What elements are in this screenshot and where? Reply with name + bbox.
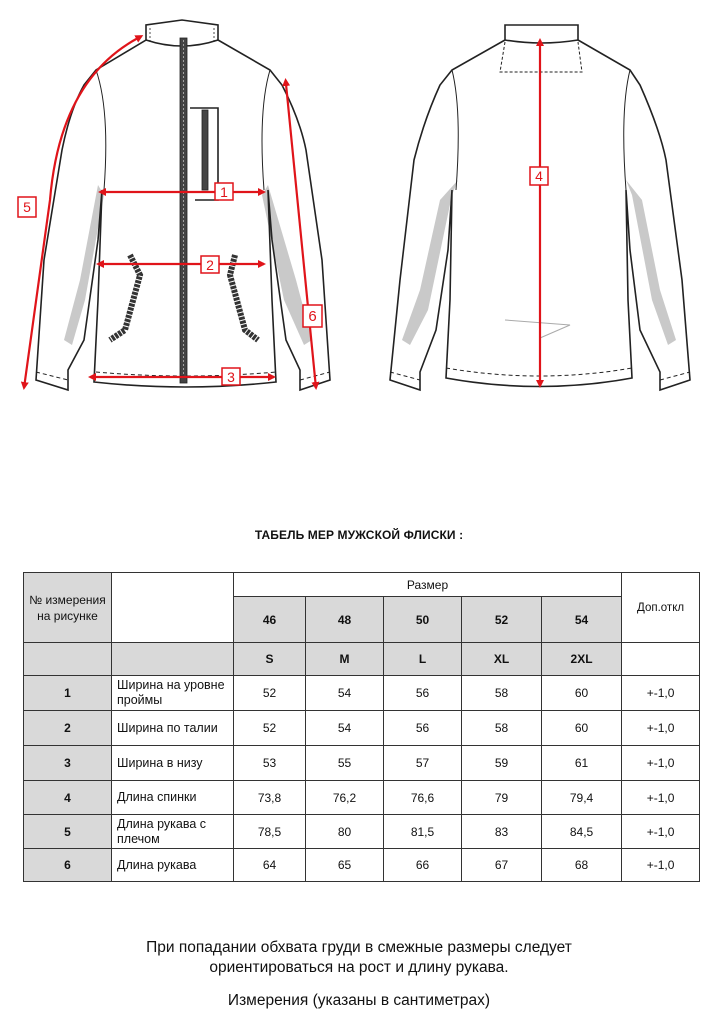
header-row-sizes-letter — [24, 643, 700, 676]
header-row-1 — [24, 573, 700, 597]
row-value: 76,2 — [306, 781, 384, 815]
header-size-label: Размер — [234, 573, 622, 597]
row-description: Длина рукава — [112, 849, 234, 882]
row-value: 65 — [306, 849, 384, 882]
fit-note-line-1: При попадании обхвата груди в смежные размеры следует — [146, 939, 572, 956]
row-value: 83 — [462, 815, 542, 849]
row-value: 84,5 — [542, 815, 622, 849]
header-tolerance: Доп.откл — [622, 573, 700, 643]
row-value: 61 — [542, 746, 622, 781]
row-number: 4 — [24, 781, 112, 815]
row-description: Ширина на уровне проймы — [112, 676, 234, 711]
row-value: 52 — [234, 676, 306, 711]
row-value: 60 — [542, 676, 622, 711]
row-value: 68 — [542, 849, 622, 882]
row-value: 67 — [462, 849, 542, 882]
row-value: 54 — [306, 711, 384, 746]
row-description: Ширина в низу — [112, 746, 234, 781]
fit-note — [0, 938, 718, 978]
callout-1-label: 1 — [220, 184, 228, 200]
row-tolerance: +-1,0 — [622, 746, 700, 781]
header-blank-cell — [112, 643, 234, 676]
row-value: 80 — [306, 815, 384, 849]
callout-2-label: 2 — [206, 257, 214, 273]
row-value: 73,8 — [234, 781, 306, 815]
header-description-blank — [112, 573, 234, 643]
table-row — [24, 781, 700, 815]
right-hand-pocket — [230, 255, 258, 340]
header-size-numeric: 48 — [306, 597, 384, 643]
row-tolerance: +-1,0 — [622, 781, 700, 815]
table-row — [24, 711, 700, 746]
row-value: 81,5 — [384, 815, 462, 849]
callout-3 — [222, 368, 240, 385]
table-row — [24, 815, 700, 849]
back-right-side-panel — [626, 180, 676, 345]
row-number: 2 — [24, 711, 112, 746]
row-value: 58 — [462, 711, 542, 746]
table-row — [24, 746, 700, 781]
table-row — [24, 676, 700, 711]
header-size-letter: XL — [462, 643, 542, 676]
fit-note-line-2: ориентироваться на рост и длину рукава. — [209, 959, 509, 976]
row-description: Длина спинки — [112, 781, 234, 815]
callout-6 — [303, 305, 322, 327]
header-size-letter: L — [384, 643, 462, 676]
callout-4-label: 4 — [535, 168, 543, 184]
row-value: 55 — [306, 746, 384, 781]
row-tolerance: +-1,0 — [622, 711, 700, 746]
row-value: 58 — [462, 676, 542, 711]
header-measure-no: № измерения на рисунке — [24, 573, 112, 643]
row-tolerance: +-1,0 — [622, 849, 700, 882]
row-value: 54 — [306, 676, 384, 711]
callout-4 — [530, 167, 548, 185]
header-size-numeric: 46 — [234, 597, 306, 643]
header-size-numeric: 54 — [542, 597, 622, 643]
header-size-numeric: 50 — [384, 597, 462, 643]
header-size-letter: S — [234, 643, 306, 676]
jacket-measurement-illustration — [0, 0, 718, 420]
row-value: 57 — [384, 746, 462, 781]
table-title: ТАБЕЛЬ МЕР МУЖСКОЙ ФЛИСКИ : — [254, 528, 464, 542]
units-note: Измерения (указаны в сантиметрах) — [227, 992, 491, 1009]
row-description: Длина рукава с плечом — [112, 815, 234, 849]
header-blank-cell — [622, 643, 700, 676]
row-value: 79 — [462, 781, 542, 815]
row-value: 56 — [384, 676, 462, 711]
size-chart-table — [23, 572, 700, 882]
row-value: 78,5 — [234, 815, 306, 849]
header-size-numeric: 52 — [462, 597, 542, 643]
callout-6-label: 6 — [308, 308, 317, 325]
row-value: 79,4 — [542, 781, 622, 815]
row-number: 5 — [24, 815, 112, 849]
left-hand-pocket — [110, 255, 140, 340]
callout-5 — [18, 197, 36, 217]
row-tolerance: +-1,0 — [622, 676, 700, 711]
callout-1 — [215, 183, 233, 200]
row-value: 60 — [542, 711, 622, 746]
row-description: Ширина по талии — [112, 711, 234, 746]
row-tolerance: +-1,0 — [622, 815, 700, 849]
back-collar — [505, 40, 578, 43]
header-size-letter: M — [306, 643, 384, 676]
callout-2 — [201, 256, 219, 273]
row-value: 56 — [384, 711, 462, 746]
front-left-side-panel — [64, 185, 104, 345]
table-row — [24, 849, 700, 882]
callout-5-label: 5 — [23, 199, 31, 215]
header-blank-cell — [24, 643, 112, 676]
row-value: 64 — [234, 849, 306, 882]
header-size-letter: 2XL — [542, 643, 622, 676]
callout-3-label: 3 — [227, 369, 235, 385]
row-number: 6 — [24, 849, 112, 882]
jacket-front-view — [36, 20, 330, 390]
row-value: 76,6 — [384, 781, 462, 815]
row-value: 59 — [462, 746, 542, 781]
row-number: 3 — [24, 746, 112, 781]
row-value: 52 — [234, 711, 306, 746]
row-value: 66 — [384, 849, 462, 882]
row-value: 53 — [234, 746, 306, 781]
row-number: 1 — [24, 676, 112, 711]
